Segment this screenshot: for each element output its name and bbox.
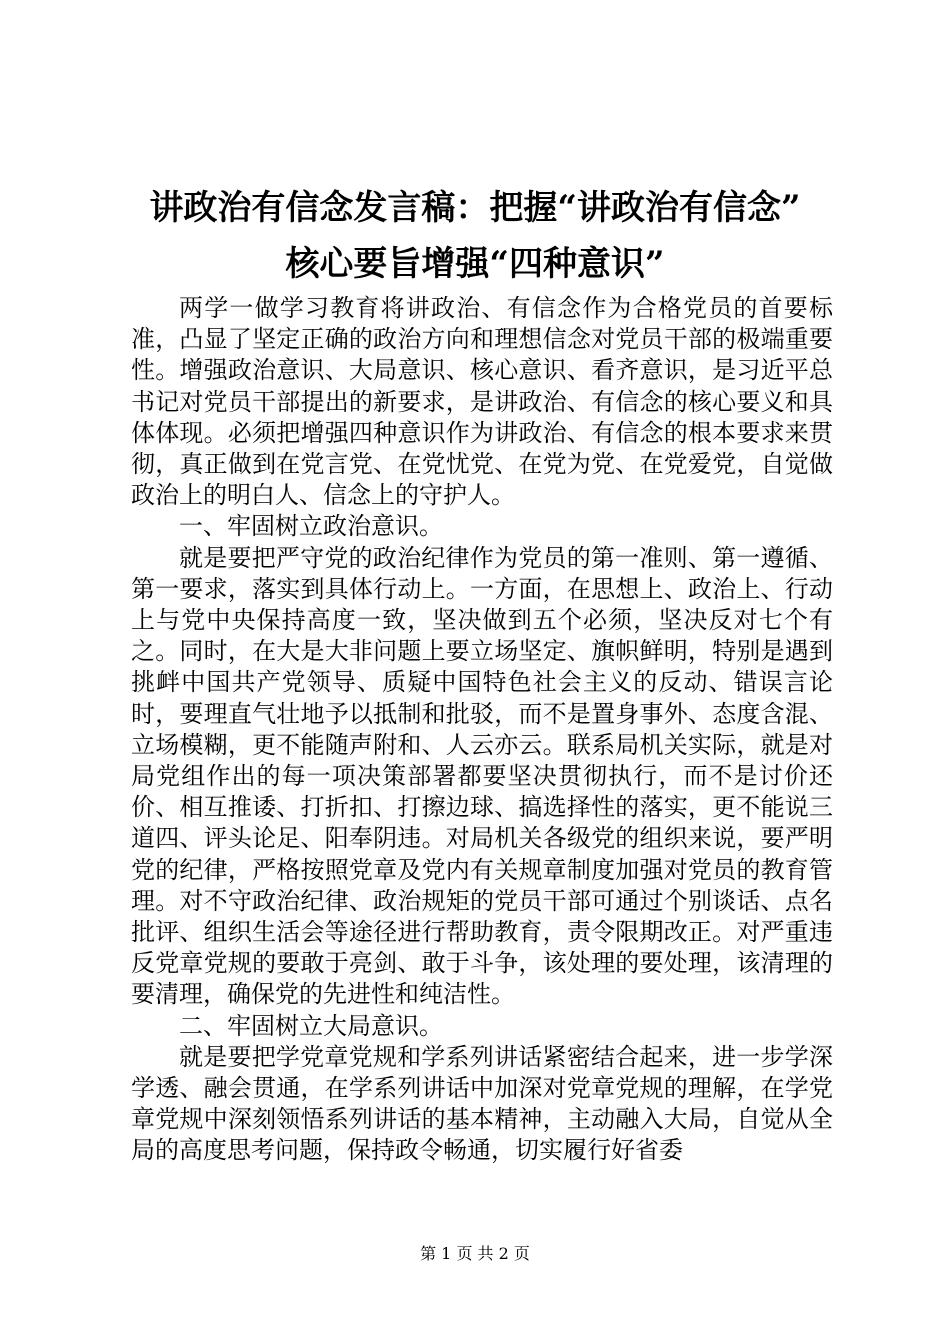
intro-paragraph: 两学一做学习教育将讲政治、有信念作为合格党员的首要标准，凸显了坚定正确的政治方向和理想信念对党员干部的极端重要性。增强政治意识、大局意识、核心意识、看齐意识，是习近平总书记对党员干部提出的新要求，是讲政治、有信念的核心要义和具体体现。必须把增强四种意识作为讲政治、有信念的根本要求来贯彻，真正做到在党言党、在党忧党、在党为党、在党爱党，自觉做政治上的明白人、信念上的守护人。 <box>131 294 833 510</box>
section-heading-1: 一、牢固树立政治意识。 <box>179 512 443 541</box>
page-footer: 第 1 页 共 2 页 <box>420 1244 530 1263</box>
section-2-paragraph: 就是要把学党章党规和学系列讲话紧密结合起来，进一步学深学透、融会贯通，在学系列讲话中加深对党章党规的理解，在学党章党规中深刻领悟系列讲话的基本精神，主动融入大局，自觉从全局的高度思考问题，保持政令畅通，切实履行好省委 <box>131 1042 833 1165</box>
section-1-paragraph: 就是要把严守党的政治纪律作为党员的第一准则、第一遵循、第一要求，落实到具体行动上。一方面，在思想上、政治上、行动上与党中央保持高度一致，坚决做到五个必须，坚决反对七个有之。同时，在大是大非问题上要立场坚定、旗帜鲜明，特别是遇到挑衅中国共产党领导、质疑中国特色社会主义的反动、错误言论时，要理直气壮地予以抵制和批驳，而不是置身事外、态度含混、立场模糊，更不能随声附和、人云亦云。联系局机关实际，就是对局党组作出的每一项决策部署都要坚决贯彻执行，而不是讨价还价、相互推诿、打折扣、打擦边球、搞选择性的落实，更不能说三道四、评头论足、阳奉阴违。对局机关各级党的组织来说，要严明党的纪律，严格按照党章及党内有关规章制度加强对党员的教育管理。对不守政治纪律、政治规矩的党员干部可通过个别谈话、点名批评、组织生活会等途径进行帮助教育，责令限期改正。对严重违反党章党规的要敢于亮剑、敢于斗争，该处理的要处理，该清理的要清理，确保党的先进性和纯洁性。 <box>131 543 833 1009</box>
document-body <box>131 293 833 1167</box>
section-heading-2: 二、牢固树立大局意识。 <box>179 1011 443 1040</box>
document-title-line-2: 核心要旨增强“四种意识” <box>285 244 665 284</box>
document-title-line-1: 讲政治有信念发言稿：把握“讲政治有信念” <box>149 188 801 228</box>
